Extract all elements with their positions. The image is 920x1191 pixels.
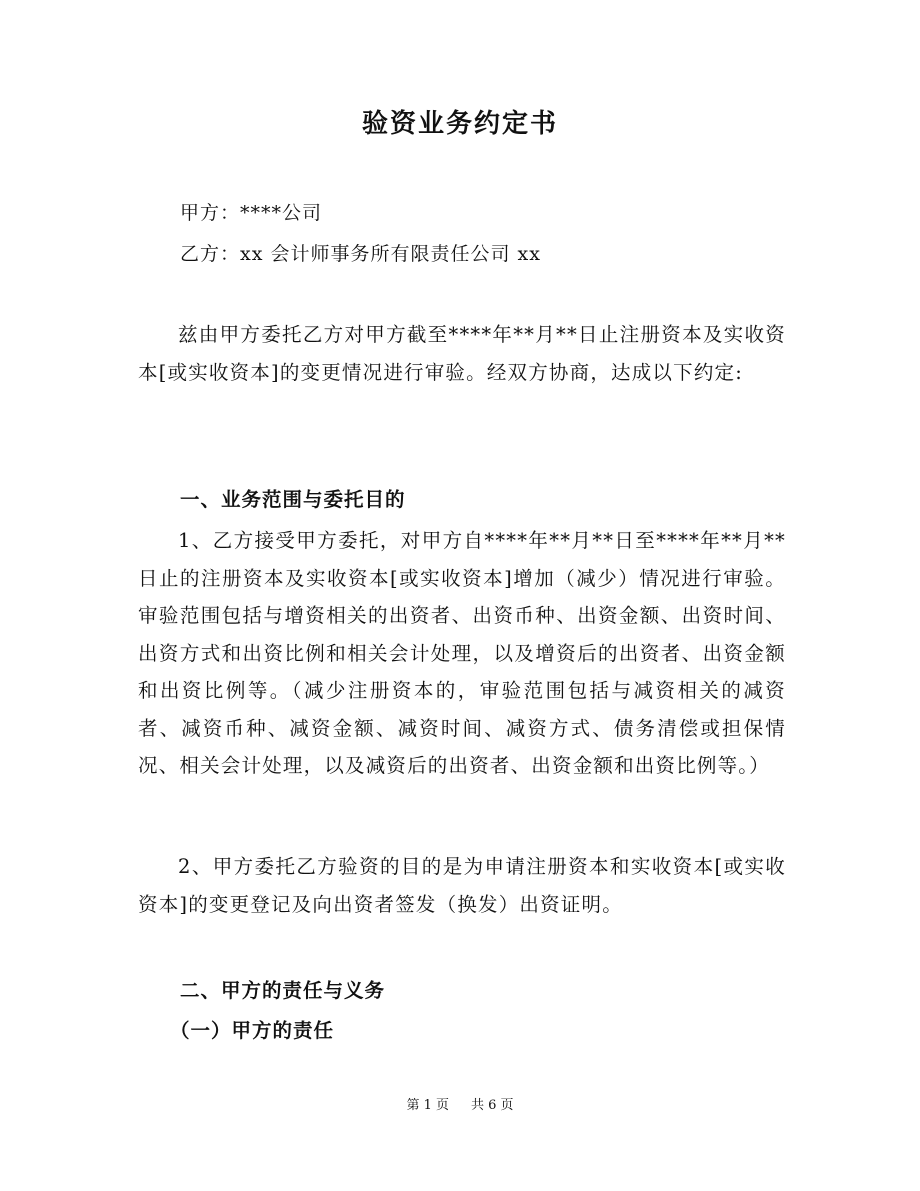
page-number: 第 1 页 (406, 1098, 449, 1113)
party-a-line: 甲方：****公司 (180, 202, 323, 224)
document-title: 验资业务约定书 (361, 109, 558, 139)
page-footer (0, 1096, 920, 1116)
section-1-item-1: 1、乙方接受甲方委托，对甲方自****年**月**日至****年**月**日止的注册资本及实收资本[或实收资本]增加（减少）情况进行审验。审验范围包括与增资相关的出资者、出资币种、出资金额、出资时间、出资方式和出资比例和相关会计处理，以及增资后的出资者、出资金额和出资比例等。（减少注册资本的，审验范围包括与减资相关的减资者、减资币种、减资金额、减资时间、减资方式、债务清偿或担保情况、相关会计处理，以及减资后的出资者、出资金额和出资比例等。） (138, 529, 786, 777)
party-b-line: 乙方：xx 会计师事务所有限责任公司 xx (180, 243, 541, 265)
section-2-subheading-1: （一）甲方的责任 (170, 1019, 335, 1042)
intro-paragraph: 兹由甲方委托乙方对甲方截至****年**月**日止注册资本及实收资本[或实收资本]的变更情况进行审验。经双方协商，达成以下约定: (138, 323, 786, 384)
section-1-item-2: 2、甲方委托乙方验资的目的是为申请注册资本和实收资本[或实收资本]的变更登记及向出资者签发（换发）出资证明。 (138, 855, 786, 916)
page-total: 共 6 页 (471, 1098, 514, 1113)
section-2-heading: 二、甲方的责任与义务 (180, 979, 386, 1002)
section-1-heading: 一、业务范围与委托目的 (180, 488, 406, 511)
